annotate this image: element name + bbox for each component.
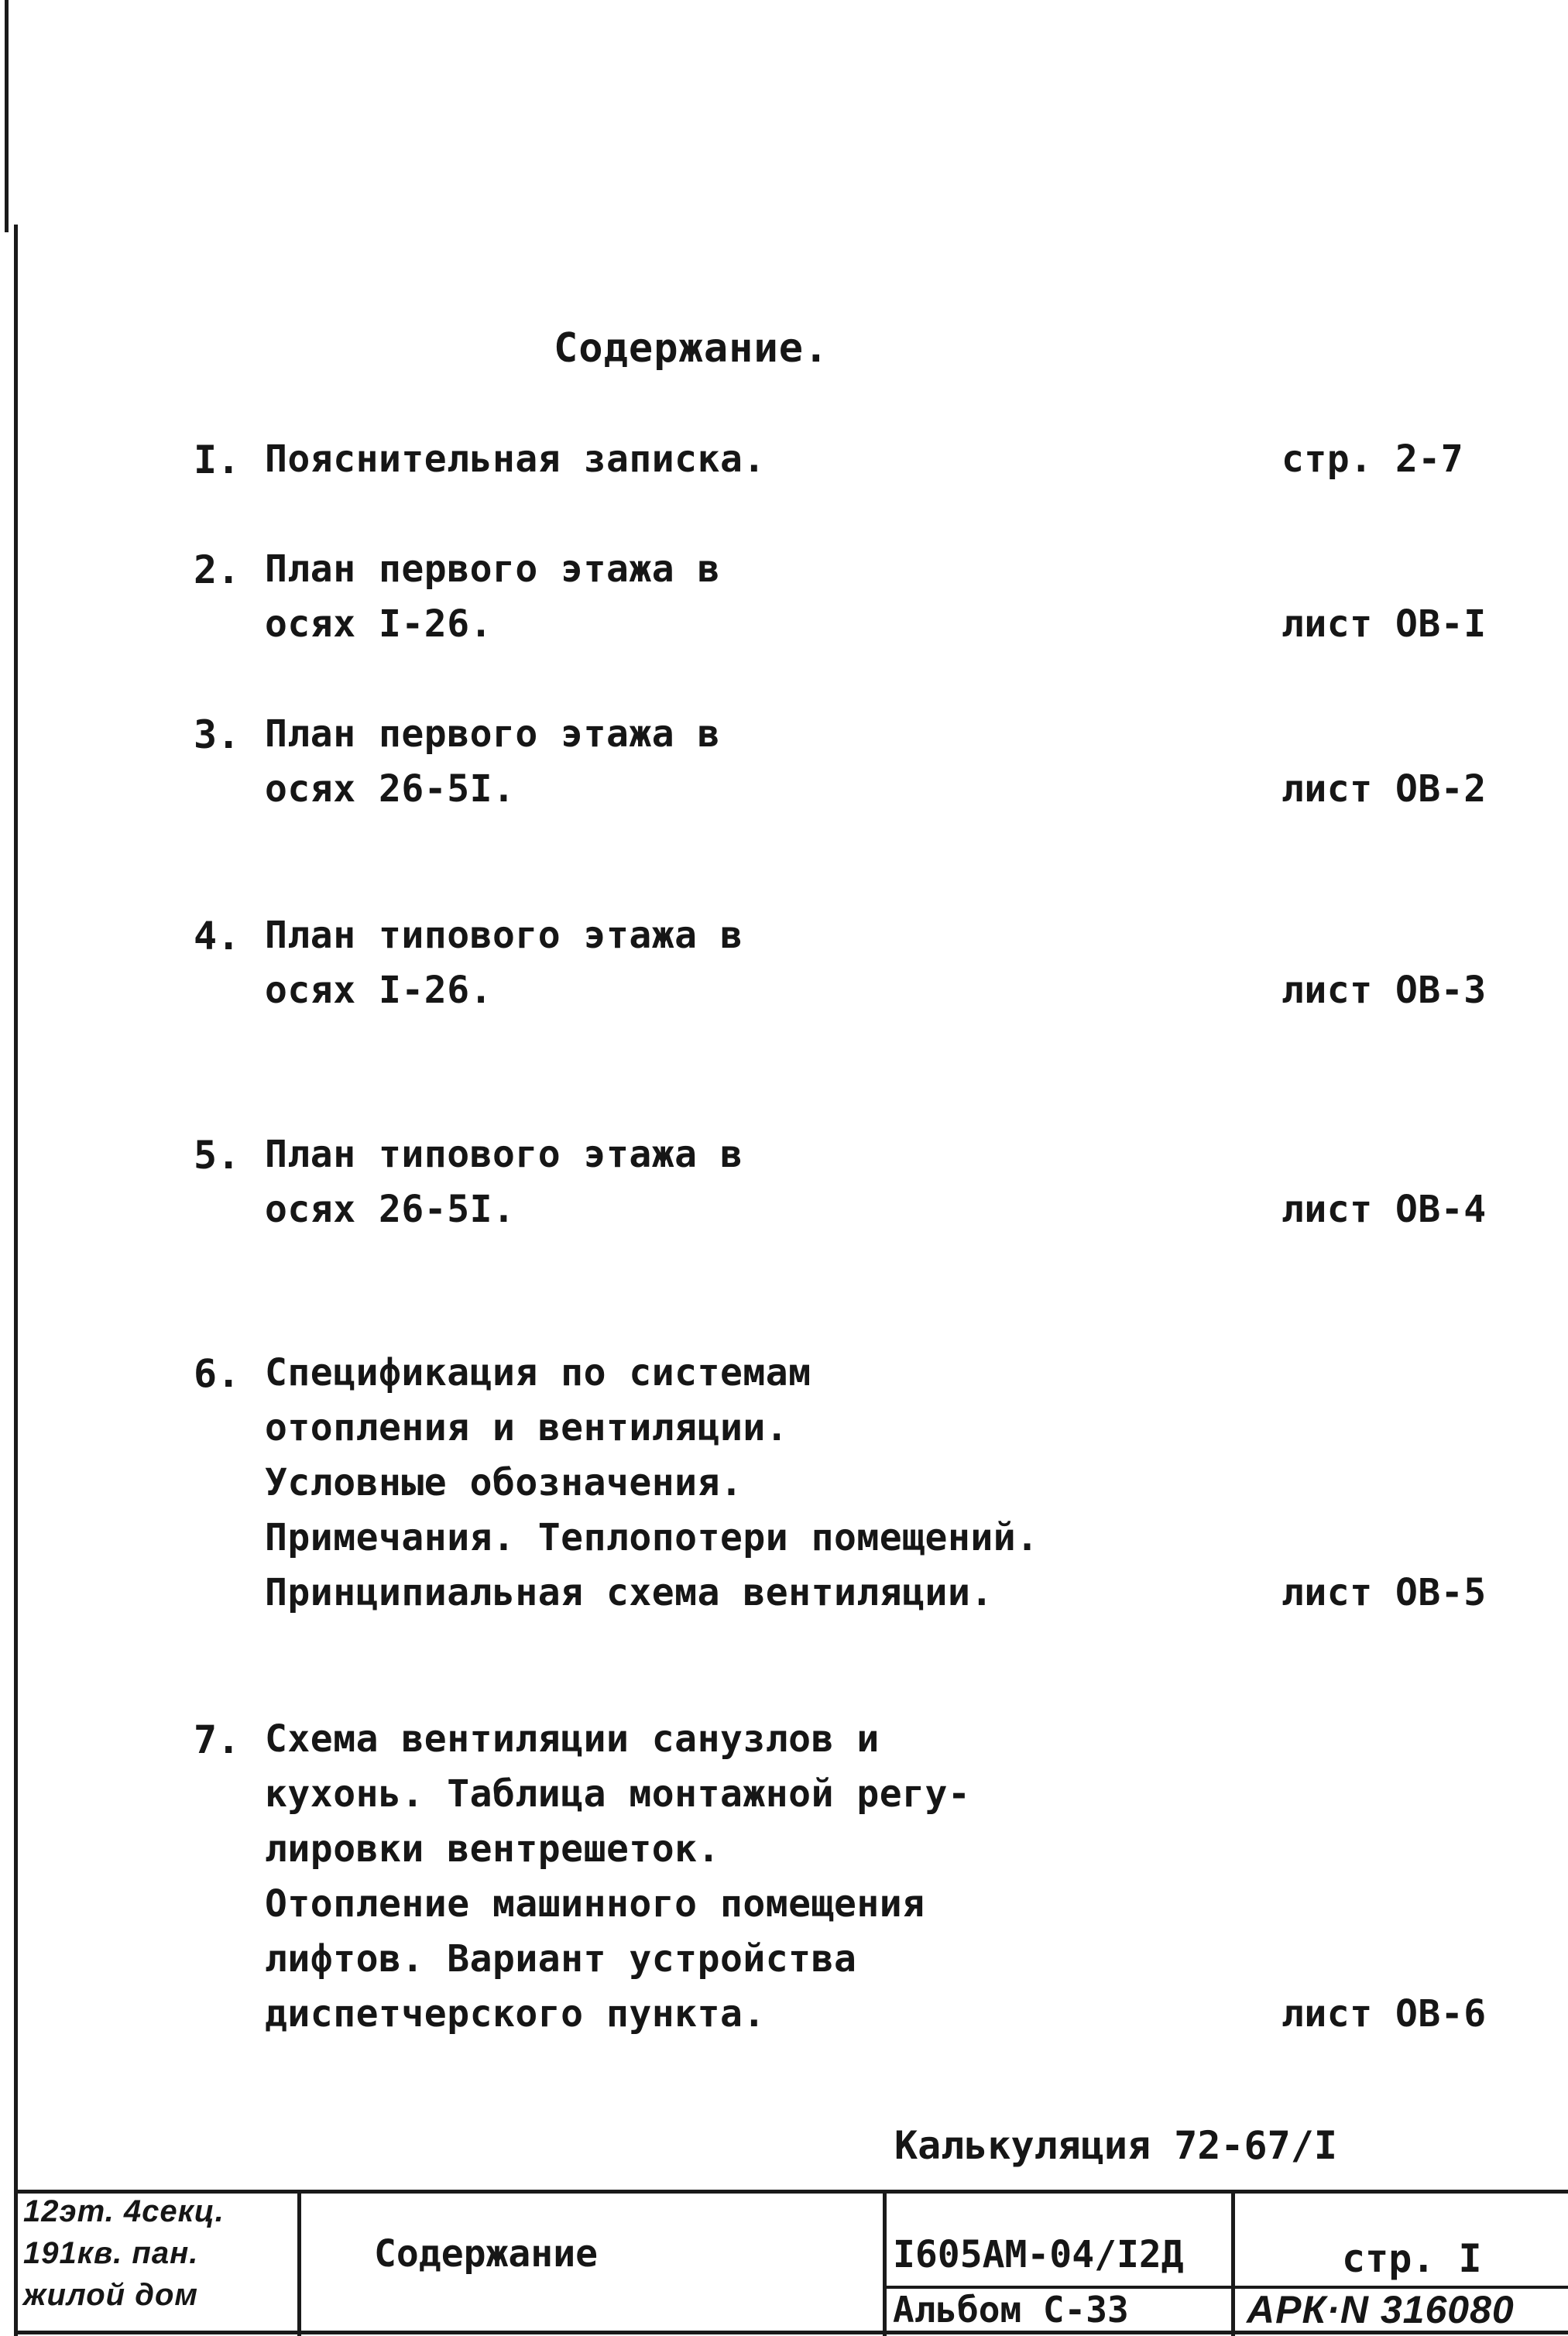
stamp-album: Альбом С-33: [893, 2289, 1129, 2331]
toc-item-number: 2.: [194, 547, 241, 592]
toc-item-page: лист ОВ-2: [1282, 767, 1487, 811]
toc-item-text: осях I-26.: [265, 602, 492, 646]
toc-item-page: лист ОВ-3: [1282, 969, 1487, 1012]
stamp-object-line: жилой дом: [23, 2278, 198, 2312]
stamp-archive-number: АРК·N 316080: [1247, 2288, 1515, 2331]
stamp-object-line: 191кв. пан.: [23, 2236, 199, 2270]
toc-item-text: диспетчерского пункта.: [265, 1992, 766, 2036]
toc-item-number: 7.: [194, 1717, 241, 1762]
stamp-page: стр. I: [1342, 2236, 1482, 2281]
toc-item-number: 6.: [194, 1351, 241, 1396]
toc-item-text: осях 26-5I.: [265, 767, 516, 811]
stamp-divider-3: [1231, 2190, 1235, 2336]
toc-item-page: лист ОВ-4: [1282, 1188, 1487, 1231]
toc-item-text: Принципиальная схема вентиляции.: [265, 1571, 993, 1614]
toc-item-page: стр. 2-7: [1282, 437, 1464, 481]
toc-item-text: лифтов. Вариант устройства: [265, 1937, 857, 1981]
toc-item-text: План первого этажа в: [265, 547, 720, 591]
toc-item-text: План типового этажа в: [265, 914, 743, 957]
toc-item-number: 4.: [194, 914, 241, 959]
toc-item-page: лист ОВ-I: [1282, 602, 1487, 646]
stamp-document-code: I605АМ-04/I2Д: [893, 2233, 1184, 2276]
toc-item-text: Схема вентиляции санузлов и: [265, 1717, 880, 1761]
title-block: [14, 2190, 1568, 2336]
toc-item-text: кухонь. Таблица монтажной регу-: [265, 1772, 971, 1816]
toc-item-page: лист ОВ-5: [1282, 1571, 1487, 1614]
toc-item-text: Пояснительная записка.: [265, 437, 766, 481]
toc-item-text: осях I-26.: [265, 969, 492, 1012]
toc-item-text: План типового этажа в: [265, 1133, 743, 1176]
frame-border-left: [14, 225, 18, 2336]
document-title: Содержание.: [554, 325, 829, 372]
toc-item-number: I.: [194, 437, 241, 482]
toc-item-text: Примечания. Теплопотери помещений.: [265, 1516, 1039, 1559]
stamp-sheet-name: Содержание: [374, 2232, 598, 2276]
stamp-border-top: [14, 2190, 1568, 2194]
toc-item-page: лист ОВ-6: [1282, 1992, 1487, 2036]
stamp-object-line: 12эт. 4секц.: [23, 2194, 225, 2228]
toc-item-text: осях 26-5I.: [265, 1188, 516, 1231]
toc-item-text: лировки вентрешеток.: [265, 1827, 720, 1871]
toc-item-text: Спецификация по системам: [265, 1351, 811, 1394]
toc-item-text: План первого этажа в: [265, 712, 720, 756]
toc-item-text: Условные обозначения.: [265, 1461, 743, 1504]
stamp-divider-1: [297, 2190, 301, 2336]
stamp-divider-2: [883, 2190, 887, 2336]
calculation-reference: Калькуляция 72-67/I: [894, 2123, 1337, 2168]
stamp-border-left: [14, 2190, 18, 2336]
toc-item-number: 5.: [194, 1133, 241, 1178]
toc-item-text: Отопление машинного помещения: [265, 1882, 925, 1926]
toc-item-text: отопления и вентиляции.: [265, 1406, 789, 1449]
frame-border-top-left: [5, 0, 9, 232]
toc-item-number: 3.: [194, 712, 241, 757]
